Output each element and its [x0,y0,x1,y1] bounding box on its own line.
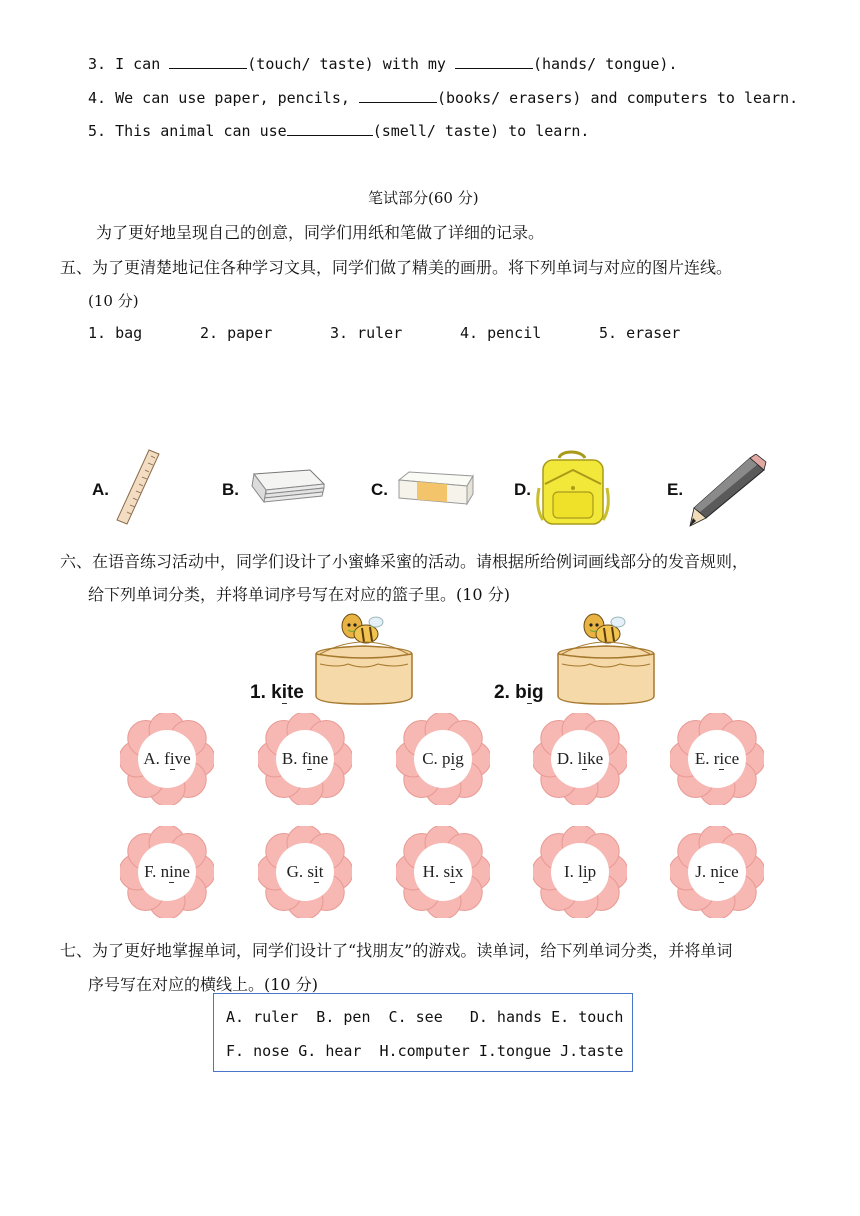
bee-basket-icon[interactable] [308,610,420,706]
answer-blank[interactable] [287,121,373,136]
picture-label-d: D. [514,480,531,499]
section7-instruction-cont: 序号写在对应的横线上。(10 分) [88,975,318,994]
section7-instruction: 七、为了更好地掌握单词，同学们设计了“找朋友”的游戏。读单词，给下列单词分类，并将单词 [60,941,733,960]
flower-word-label: C. p i g [422,748,464,768]
section5-instruction: 五、为了更清楚地记住各种学习文具，同学们做了精美的画册。将下列单词与对应的图片连线。 [60,258,733,277]
picture-label-e: E. [667,480,684,499]
paper-stack-icon[interactable] [248,466,328,508]
flower-word[interactable] [120,713,214,805]
section-intro: 为了更好地呈现自己的创意，同学们用纸和笔做了详细的记录。 [96,223,545,242]
question-3: 3. I can (touch/ taste) with my (hands/ tongue). [88,55,678,73]
flower-word[interactable] [533,826,627,918]
question-5: 5. This animal can use (smell/ taste) to learn. [88,122,590,140]
pencil-icon[interactable] [688,454,768,528]
backpack-icon[interactable] [535,448,611,528]
word-eraser[interactable]: 5. eraser [599,324,681,342]
word-box [213,993,633,1072]
flower-word[interactable] [670,713,764,805]
picture-label-c: C. [371,480,388,499]
question-4: 4. We can use paper, pencils, (books/ erasers) and computers to learn. [88,89,799,107]
flower-word[interactable] [120,826,214,918]
flower-word[interactable] [396,713,490,805]
basket-2-label: 2. big [494,682,544,703]
flower-word-label: H. s i x [422,861,464,881]
section-heading: 笔试部分(60 分) [368,189,479,207]
answer-blank[interactable] [455,54,533,69]
section6-instruction-cont: 给下列单词分类，并将单词序号写在对应的篮子里。(10 分) [88,585,510,604]
flower-word-label: I. l i p [563,861,597,881]
word-pencil[interactable]: 4. pencil [460,324,542,342]
basket-1-label: 1. kite [250,682,304,703]
ruler-icon[interactable] [113,448,165,526]
flower-word[interactable] [396,826,490,918]
flower-word-label: G. s i t [286,861,324,881]
picture-label-b: B. [222,480,239,499]
word-bag[interactable]: 1. bag [88,324,143,342]
flower-word[interactable] [670,826,764,918]
flower-word-label: F. n i ne [144,861,190,881]
flower-word-label: D. l i ke [556,748,604,768]
word-paper[interactable]: 2. paper [200,324,273,342]
eraser-icon[interactable] [395,470,475,506]
flower-word-label: B. f i ne [281,748,329,768]
section6-instruction: 六、在语音练习活动中，同学们设计了小蜜蜂采蜜的活动。请根据所给例词画线部分的发音规则， [60,552,749,571]
flower-word[interactable] [258,713,352,805]
flower-word-label: A. f i ve [143,748,191,768]
word-box-row-2: F. nose G. hear H.computer I.tongue J.taste [226,1042,624,1060]
flower-word-label: J. n i ce [695,861,739,881]
answer-blank[interactable] [359,88,437,103]
picture-label-a: A. [92,480,109,499]
bee-basket-icon[interactable] [550,610,662,706]
word-box-row-1: A. ruler B. pen C. see D. hands E. touch [226,1008,624,1026]
section5-points: (10 分) [88,292,139,310]
flower-word[interactable] [258,826,352,918]
flower-word-label: E. r i ce [694,748,740,768]
answer-blank[interactable] [169,54,247,69]
word-ruler[interactable]: 3. ruler [330,324,403,342]
flower-word[interactable] [533,713,627,805]
